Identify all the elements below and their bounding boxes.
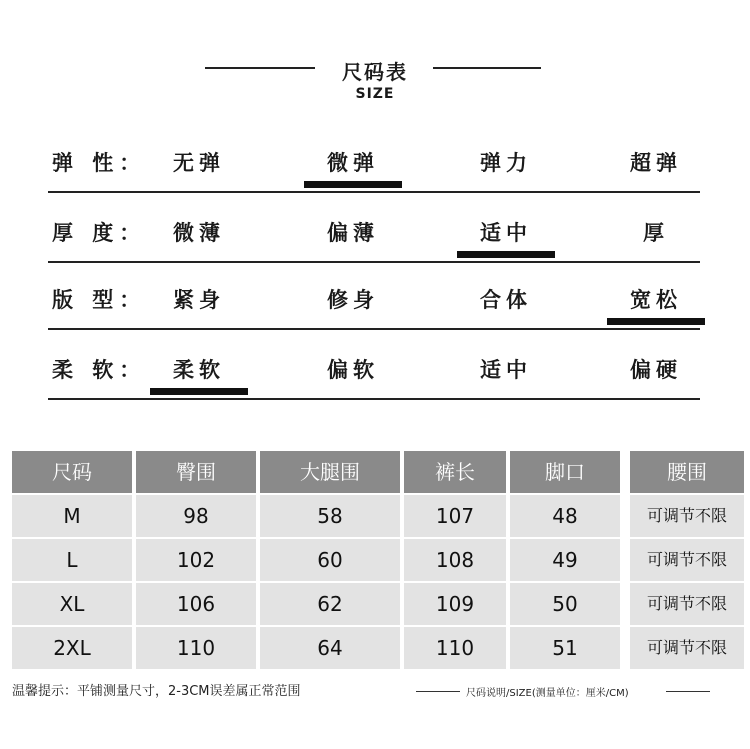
attr-option: 适中 — [461, 217, 551, 247]
table-cell: 50 — [510, 583, 620, 625]
table-cell: 110 — [404, 627, 506, 669]
selected-marker — [607, 318, 705, 325]
attr-option: 宽松 — [611, 284, 701, 314]
attr-option: 偏硬 — [630, 358, 682, 382]
unit-note-left-rule — [416, 691, 460, 692]
attr-option: 偏薄 — [327, 221, 379, 245]
unit-note: 尺码说明/SIZE(测量单位：厘米/CM) — [466, 688, 629, 699]
attr-row-softness — [48, 340, 700, 400]
attr-option: 紧身 — [173, 288, 225, 312]
table-cell: 102 — [136, 539, 256, 581]
table-cell: 48 — [510, 495, 620, 537]
attr-row-elasticity — [48, 133, 700, 193]
attr-label: 厚 度： — [52, 221, 147, 245]
attr-option: 无弹 — [173, 151, 225, 175]
header-cell: 脚口 — [510, 451, 620, 493]
attr-row-rule — [48, 328, 700, 330]
table-cell: 58 — [260, 495, 400, 537]
attr-option: 适中 — [480, 358, 532, 382]
table-cell: 107 — [404, 495, 506, 537]
table-cell: 可调节不限 — [630, 495, 744, 537]
attr-option: 修身 — [327, 288, 379, 312]
table-cell: 60 — [260, 539, 400, 581]
measurement-tip: 温馨提示：平铺测量尺寸，2-3CM误差属正常范围 — [12, 684, 301, 699]
unit-note-right-rule — [666, 691, 710, 692]
table-cell: L — [12, 539, 132, 581]
table-cell: 109 — [404, 583, 506, 625]
table-cell: 62 — [260, 583, 400, 625]
table-cell: 110 — [136, 627, 256, 669]
attr-option: 偏软 — [327, 358, 379, 382]
attr-option: 合体 — [480, 288, 532, 312]
table-cell: 可调节不限 — [630, 627, 744, 669]
attr-row-rule — [48, 191, 700, 193]
table-cell: 可调节不限 — [630, 583, 744, 625]
attr-option: 超弹 — [630, 151, 682, 175]
attr-option: 弹力 — [480, 151, 532, 175]
attr-option: 微薄 — [173, 221, 225, 245]
selected-marker — [150, 388, 248, 395]
table-cell: M — [12, 495, 132, 537]
table-cell: 106 — [136, 583, 256, 625]
attr-row-rule — [48, 261, 700, 263]
attr-option: 微弹 — [308, 147, 398, 177]
header-cell: 腰围 — [630, 451, 744, 493]
attr-label: 柔 软： — [52, 358, 147, 382]
header-cell: 大腿围 — [260, 451, 400, 493]
attr-row-fit — [48, 270, 700, 330]
header-cell: 臀围 — [136, 451, 256, 493]
page-title: 尺码表 — [342, 60, 408, 84]
table-cell: XL — [12, 583, 132, 625]
header-cell: 裤长 — [404, 451, 506, 493]
page-subtitle: SIZE — [355, 86, 395, 102]
selected-marker — [304, 181, 402, 188]
table-cell: 51 — [510, 627, 620, 669]
table-cell: 2XL — [12, 627, 132, 669]
attr-option: 厚 — [643, 221, 669, 245]
table-cell: 49 — [510, 539, 620, 581]
table-cell: 64 — [260, 627, 400, 669]
table-cell: 108 — [404, 539, 506, 581]
attr-option: 柔软 — [154, 354, 244, 384]
table-cell: 98 — [136, 495, 256, 537]
attr-label: 弹 性： — [52, 151, 147, 175]
attr-row-rule — [48, 398, 700, 400]
attr-label: 版 型： — [52, 288, 147, 312]
selected-marker — [457, 251, 555, 258]
header-cell: 尺码 — [12, 451, 132, 493]
attr-row-thickness — [48, 203, 700, 263]
table-cell: 可调节不限 — [630, 539, 744, 581]
